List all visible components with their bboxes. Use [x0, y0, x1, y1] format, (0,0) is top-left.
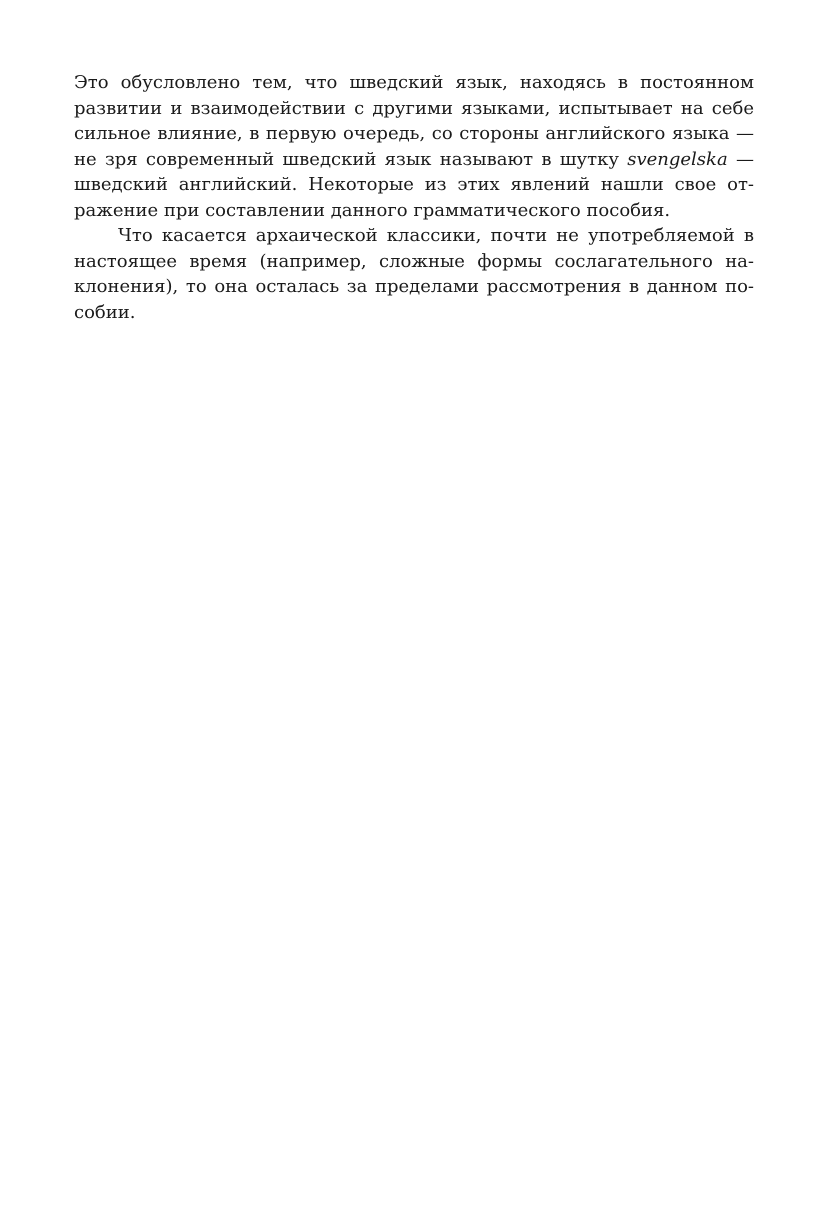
paragraph-2-line-1: Что касается архаической классики, почти не употребляемой в — [118, 225, 754, 246]
paragraph-2-line-3: клонения), то она осталась за пределами рассмотрения в данном по- — [74, 276, 754, 297]
paragraph-1-line-4 — [74, 147, 754, 173]
paragraph-2 — [74, 223, 754, 325]
paragraph-1-line-6: ражение при составлении данного грамматического пособия. — [74, 199, 671, 221]
page-body — [74, 70, 754, 325]
paragraph-1-line-1: Это обусловлено тем, что шведский язык, находясь в постоянном — [74, 72, 754, 93]
paragraph-1-line-5: шведский английский. Некоторые из этих явлений нашли свое от- — [74, 174, 754, 195]
paragraph-1 — [74, 70, 754, 223]
paragraph-1-line-4-text: не зря современный шведский язык называют в шутку — [74, 148, 628, 170]
paragraph-2-line-2: настоящее время (например, сложные формы сослагательного на- — [74, 250, 754, 272]
svengelska-term: svengelska — [627, 148, 728, 170]
paragraph-2-line-4: собии. — [74, 301, 136, 323]
paragraph-1-line-4-dash: — — [727, 148, 754, 170]
paragraph-1-line-2: развитии и взаимодействии с другими языками, испытывает на себе — [74, 97, 754, 119]
paragraph-1-line-3: сильное влияние, в первую очередь, со стороны английского языка — — [74, 123, 754, 144]
